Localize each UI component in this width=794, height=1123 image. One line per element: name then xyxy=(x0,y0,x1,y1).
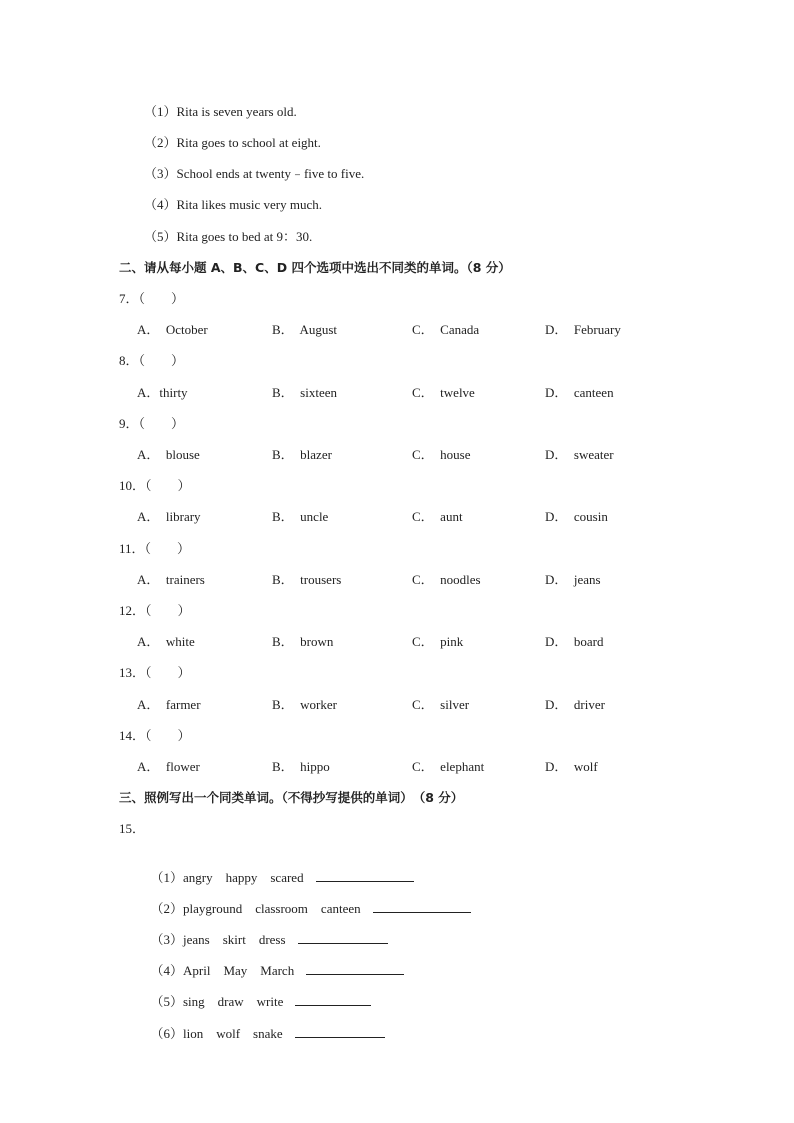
statement-4: （4）Rita likes music very much. xyxy=(144,197,323,212)
question-number: 10．（ ） xyxy=(119,478,191,493)
option-d: D． board xyxy=(545,634,604,649)
option-c: C． Canada xyxy=(412,322,480,337)
option-b: B． brown xyxy=(272,634,334,649)
option-c: C． twelve xyxy=(412,385,475,400)
statement-1: （1）Rita is seven years old. xyxy=(144,104,297,119)
option-c: C． silver xyxy=(412,697,470,712)
fill-item-5 xyxy=(144,977,371,1010)
answer-blank[interactable] xyxy=(298,931,388,944)
question-number: 11．（ ） xyxy=(119,541,191,556)
option-d: D． jeans xyxy=(545,572,601,587)
fill-item-words: （5）sing draw write xyxy=(150,994,284,1009)
question-15-number: 15． xyxy=(119,821,146,836)
option-d: D． February xyxy=(545,322,621,337)
question-number: 7．（ ） xyxy=(119,291,185,306)
statement-3: （3）School ends at twenty﹣five to five. xyxy=(144,166,365,181)
option-b: B． hippo xyxy=(272,759,330,774)
option-b: B． August xyxy=(272,322,338,337)
question-number: 9．（ ） xyxy=(119,416,185,431)
answer-blank[interactable] xyxy=(306,962,404,975)
option-c: C． elephant xyxy=(412,759,485,774)
fill-item-3 xyxy=(144,915,388,948)
option-b: B． worker xyxy=(272,697,337,712)
option-a: A． flower xyxy=(137,759,200,774)
option-d: D． canteen xyxy=(545,385,614,400)
option-c: C． aunt xyxy=(412,509,463,524)
option-b: B． blazer xyxy=(272,447,332,462)
option-a: A． trainers xyxy=(137,572,205,587)
fill-item-1 xyxy=(144,853,414,886)
option-d: D． driver xyxy=(545,697,605,712)
statement-2: （2）Rita goes to school at eight. xyxy=(144,135,321,150)
option-c: C． pink xyxy=(412,634,464,649)
option-b: B． sixteen xyxy=(272,385,337,400)
question-number: 13．（ ） xyxy=(119,665,191,680)
fill-item-6 xyxy=(144,1009,385,1042)
fill-item-4 xyxy=(144,946,404,979)
answer-blank[interactable] xyxy=(295,1025,385,1038)
fill-item-words: （1）angry happy scared xyxy=(150,870,304,885)
section-3-title: 三、照例写出一个同类单词。（不得抄写提供的单词） （8 分） xyxy=(119,790,464,805)
answer-blank[interactable] xyxy=(316,869,414,882)
option-c: C． house xyxy=(412,447,471,462)
statement-5: （5）Rita goes to bed at 9：30. xyxy=(144,229,313,244)
fill-item-words: （4）April May March xyxy=(150,963,295,978)
option-b: B． trousers xyxy=(272,572,342,587)
fill-item-words: （2）playground classroom canteen xyxy=(150,901,361,916)
option-d: D． cousin xyxy=(545,509,608,524)
option-d: D． wolf xyxy=(545,759,598,774)
question-number: 14．（ ） xyxy=(119,728,191,743)
section-2-title: 二、请从每小题 A、B、C、D 四个选项中选出不同类的单词。（8 分） xyxy=(119,260,511,275)
option-a: A． library xyxy=(137,509,201,524)
option-c: C． noodles xyxy=(412,572,481,587)
option-b: B． uncle xyxy=(272,509,329,524)
answer-blank[interactable] xyxy=(295,993,371,1006)
fill-item-2 xyxy=(144,884,471,917)
question-number: 12．（ ） xyxy=(119,603,191,618)
option-a: A． farmer xyxy=(137,697,201,712)
option-d: D． sweater xyxy=(545,447,614,462)
option-a: A． blouse xyxy=(137,447,200,462)
option-a: A． October xyxy=(137,322,208,337)
fill-item-words: （6）lion wolf snake xyxy=(150,1026,283,1041)
option-a: A． white xyxy=(137,634,195,649)
option-a: A．thirty xyxy=(137,385,188,400)
fill-item-words: （3）jeans skirt dress xyxy=(150,932,286,947)
answer-blank[interactable] xyxy=(373,900,471,913)
question-number: 8．（ ） xyxy=(119,353,185,368)
